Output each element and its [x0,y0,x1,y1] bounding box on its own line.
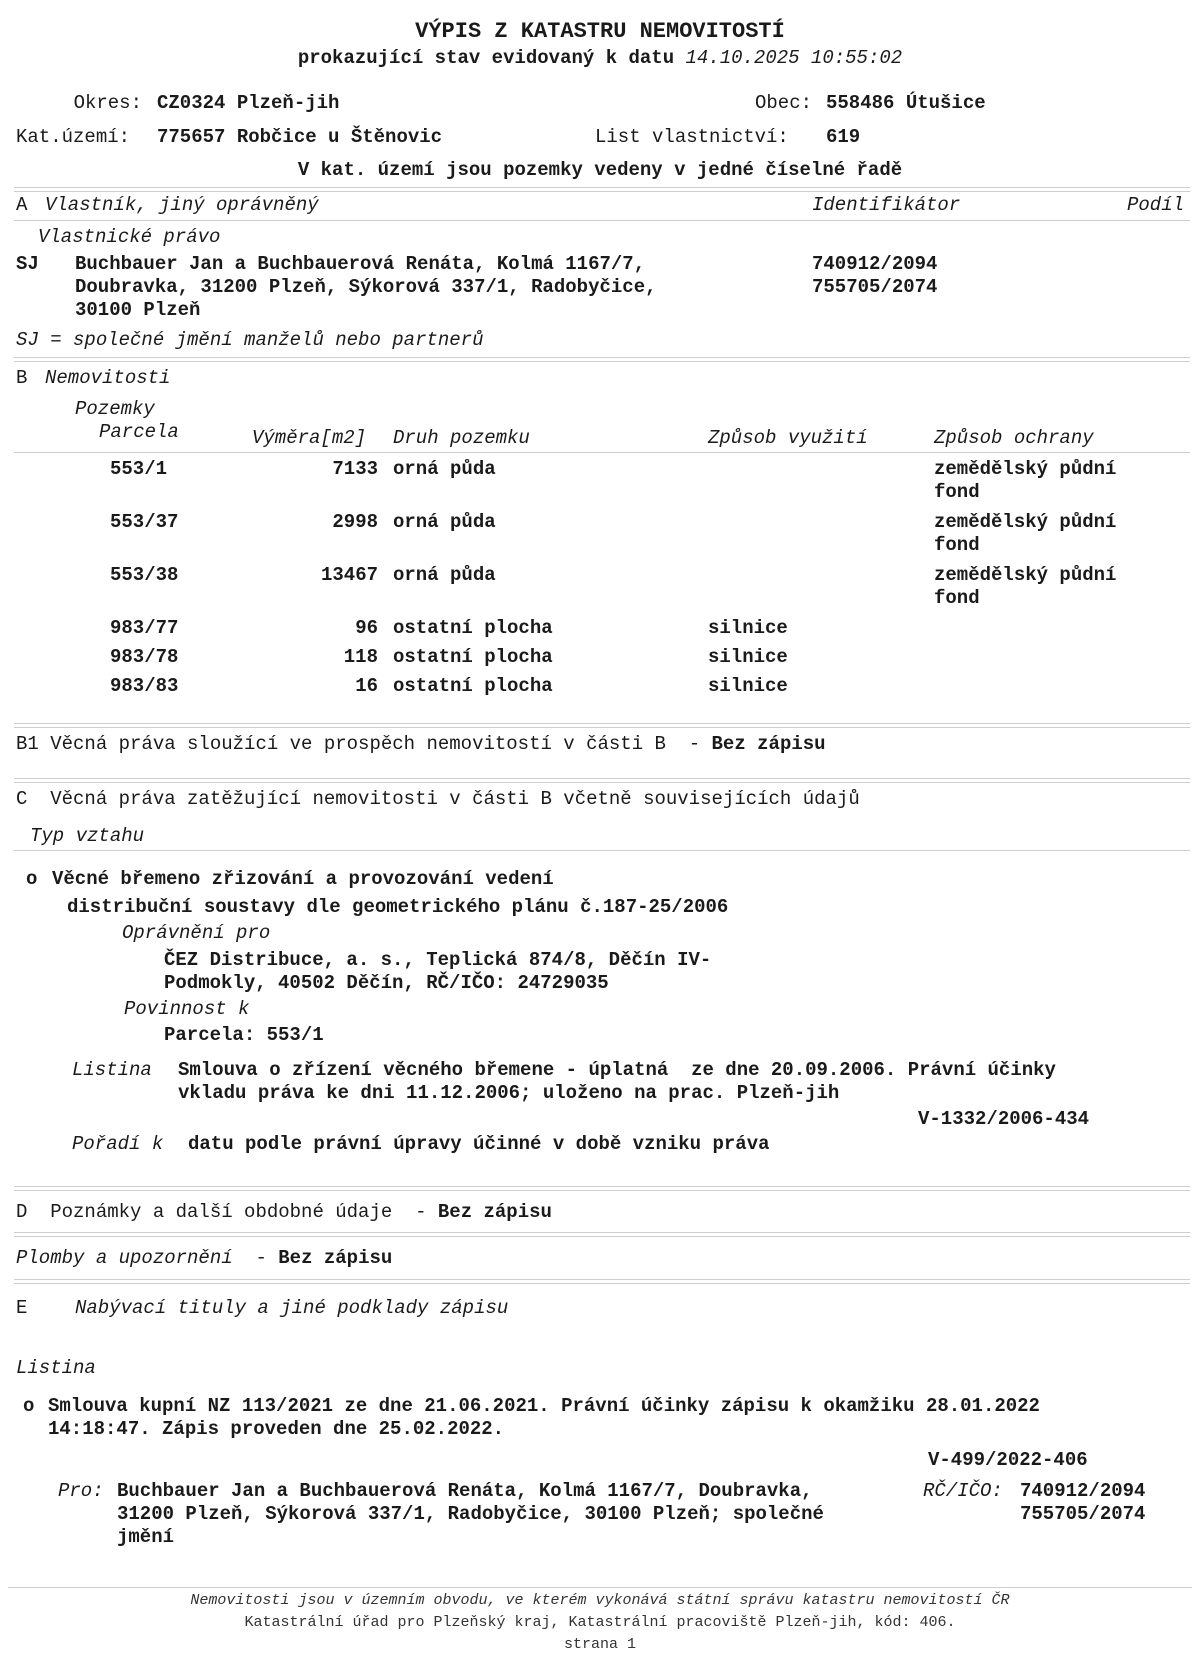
list-value: 619 [826,126,861,148]
row-druh: ostatní plocha [393,617,553,639]
footer-line-2: Katastrální úřad pro Plzeňský kraj, Katastrální pracoviště Plzeň-jih, kód: 406. [244,1614,956,1631]
col-vymera: Výměra[m2] [252,427,367,449]
col-vyuziti: Způsob využití [708,427,868,449]
pro-id-1: 740912/2094 [1020,1480,1146,1502]
purchase-reference: V-499/2022-406 [928,1449,1088,1471]
katuzemi-value: 775657 Robčice u Štěnovic [157,126,443,148]
poradi-value: datu podle právní úpravy účinné v době vzniku práva [188,1133,770,1155]
listina-reference: V-1332/2006-434 [918,1108,1090,1130]
bullet-icon: o [26,868,38,890]
section-b-letter: B [16,367,28,389]
document-title: VÝPIS Z KATASTRU NEMOVITOSTÍ [415,19,785,44]
divider [14,778,1190,783]
povinnost-label: Povinnost k [124,998,250,1020]
pozemky-subtitle: Pozemky [75,398,155,420]
poradi-label: Pořadí k [72,1133,164,1155]
row-vymera: 118 [343,646,378,668]
section-c-title: C Věcná práva zatěžující nemovitosti v části B včetně souvisejících údajů [16,788,860,810]
katuzemi-label: Kat.území: [16,126,131,148]
okres-value: CZ0324 Plzeň-jih [157,92,340,114]
pro-id-2: 755705/2074 [1020,1503,1146,1525]
owner-line-2: Doubravka, 31200 Plzeň, Sýkorová 337/1, Radobyčice, [75,276,657,298]
row-vymera: 13467 [320,564,378,586]
col-parcela: Parcela [99,421,179,443]
plomby-text: Plomby a upozornění [16,1247,233,1269]
col-podil: Podíl [1127,194,1185,216]
subtitle-prefix: prokazující stav evidovaný k datu [297,47,675,69]
row-vyuziti: silnice [708,675,788,697]
col-ochrana: Způsob ochrany [934,427,1094,449]
rcico-label: RČ/IČO: [923,1480,1003,1502]
pro-line-1: Buchbauer Jan a Buchbauerová Renáta, Kolmá 1167/7, Doubravka, [117,1480,813,1502]
owner-code: SJ [16,253,39,275]
plomby-dash: - [255,1247,267,1269]
section-e-listina-label: Listina [16,1357,96,1379]
section-d-dash: - [415,1201,427,1223]
opravneni-line-2: Podmokly, 40502 Děčín, RČ/IČO: 24729035 [164,972,609,994]
owner-line-1: Buchbauer Jan a Buchbauerová Renáta, Kolmá 1167/7, [75,253,646,275]
section-b1-dash: - [688,733,701,755]
section-e-letter: E [16,1297,28,1319]
section-d-text: D Poznámky a další obdobné údaje [16,1201,393,1223]
subtitle-date: 14.10.2025 10:55:02 [685,47,903,69]
divider [14,220,1190,221]
row-druh: orná půda [393,458,496,480]
divider [14,1232,1190,1237]
listina-line-1: Smlouva o zřízení věcného břemene - úplatná ze dne 20.09.2006. Právní účinky [178,1059,1056,1081]
section-e-title: Nabývací tituly a jiné podklady zápisu [75,1297,509,1319]
col-identifikator: Identifikátor [812,194,961,216]
section-a-letter: A [16,194,28,216]
row-ochrana-cont: fond [934,534,980,556]
listina-line-2: vkladu práva ke dni 11.12.2006; uloženo na prac. Plzeň-jih [178,1082,840,1104]
burden-line-1: Věcné břemeno zřizování a provozování vedení [52,868,554,890]
divider [14,723,1190,728]
burden-line-2: distribuční soustavy dle geometrického plánu č.187-25/2006 [67,896,729,918]
divider [14,850,1190,851]
row-parcela: 553/38 [110,564,179,586]
row-vyuziti: silnice [708,617,788,639]
owner-id-1: 740912/2094 [812,253,938,275]
divider [14,452,1190,453]
row-vymera: 2998 [332,511,378,533]
owner-id-2: 755705/2074 [812,276,938,298]
row-parcela: 983/78 [110,646,179,668]
section-b-title: Nemovitosti [45,367,171,389]
footer-divider [8,1587,1192,1588]
row-druh: orná půda [393,564,496,586]
section-a-subtitle: Vlastnické právo [38,226,221,248]
bullet-icon: o [23,1395,35,1417]
okres-label: Okres: [73,92,142,114]
row-ochrana-cont: fond [934,481,980,503]
numbering-note: V kat. území jsou pozemky vedeny v jedné číselné řadě [297,159,903,181]
row-ochrana: zemědělský půdní [934,458,1117,480]
divider [14,187,1190,192]
col-druh: Druh pozemku [393,427,530,449]
opravneni-line-1: ČEZ Distribuce, a. s., Teplická 874/8, Děčín IV- [164,949,712,971]
row-parcela: 553/37 [110,511,179,533]
row-vymera: 96 [355,617,378,639]
typ-vztahu: Typ vztahu [30,825,145,847]
list-label: List vlastnictví: [595,126,789,148]
section-b1-text: B1 Věcná práva sloužící ve prospěch nemovitostí v části B [16,733,666,755]
row-parcela: 553/1 [110,458,168,480]
obec-value: 558486 Útušice [826,92,986,114]
divider [14,1186,1190,1191]
footer-line-1: Nemovitosti jsou v územním obvodu, ve kterém vykonává státní správu katastru nemovitostí ČR [190,1592,1010,1609]
plomby [16,1247,392,1270]
divider [14,357,1190,362]
povinnost-value: Parcela: 553/1 [164,1024,324,1046]
document-subtitle [0,47,1200,70]
row-druh: ostatní plocha [393,646,553,668]
opravneni-label: Oprávnění pro [122,922,271,944]
section-a-title: Vlastník, jiný oprávněný [45,194,319,216]
row-ochrana: zemědělský půdní [934,511,1117,533]
owner-line-3: 30100 Plzeň [75,299,201,321]
row-druh: ostatní plocha [393,675,553,697]
row-parcela: 983/77 [110,617,179,639]
pro-label: Pro: [58,1480,104,1502]
pro-line-2: 31200 Plzeň, Sýkorová 337/1, Radobyčice, 30100 Plzeň; společné [117,1503,824,1525]
row-ochrana-cont: fond [934,587,980,609]
purchase-line-2: 14:18:47. Zápis proveden dne 25.02.2022. [48,1418,505,1440]
section-b1 [16,733,826,756]
row-vymera: 7133 [332,458,378,480]
section-d [16,1201,552,1224]
row-parcela: 983/83 [110,675,179,697]
section-b1-value: Bez zápisu [711,733,826,755]
row-druh: orná půda [393,511,496,533]
page-number: strana 1 [563,1636,636,1653]
plomby-value: Bez zápisu [278,1247,393,1269]
divider [14,1279,1190,1284]
row-vymera: 16 [355,675,378,697]
section-d-value: Bez zápisu [437,1201,552,1223]
row-vyuziti: silnice [708,646,788,668]
obec-label: Obec: [754,92,812,114]
row-ochrana: zemědělský půdní [934,564,1117,586]
sj-footnote: SJ = společné jmění manželů nebo partnerů [16,329,484,351]
purchase-line-1: Smlouva kupní NZ 113/2021 ze dne 21.06.2021. Právní účinky zápisu k okamžiku 28.01.2022 [48,1395,1040,1417]
pro-line-3: jmění [117,1526,175,1548]
listina-label: Listina [72,1059,152,1081]
